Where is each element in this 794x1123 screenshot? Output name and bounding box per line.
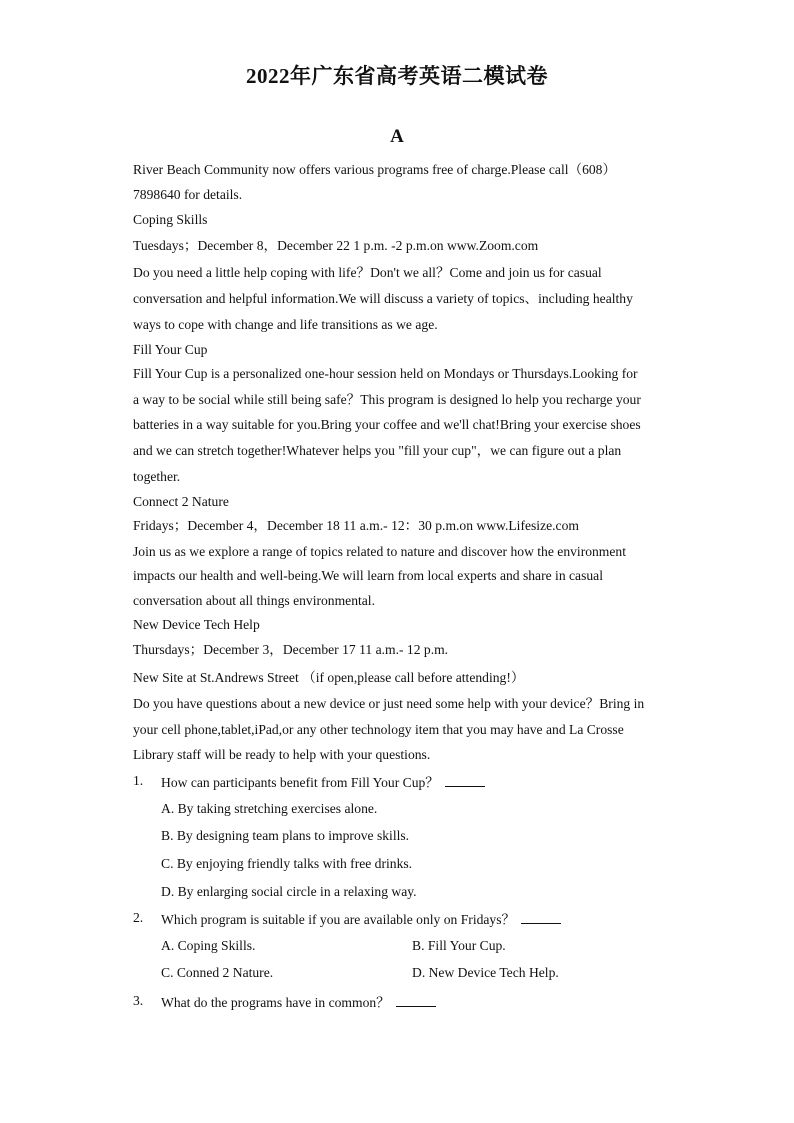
passage-line: ways to cope with change and life transitions as we age.	[133, 317, 438, 332]
question-text: How can participants benefit from Fill Your Cup？	[161, 774, 485, 790]
passage-line: New Site at St.Andrews Street （if open,please call before attending!）	[133, 670, 525, 685]
question-number: 1.	[133, 773, 144, 788]
passage-line: Thursdays；December 3，December 17 11 a.m.- 12 p.m.	[133, 642, 449, 657]
passage-line: impacts our health and well-being.We will learn from local experts and share in casual	[133, 568, 603, 583]
passage-line: your cell phone,tablet,iPad,or any other technology item that you may have and La Crosse	[133, 722, 624, 737]
option-d[interactable]: D. New Device Tech Help.	[412, 965, 559, 980]
question-text: What do the programs have in common？	[161, 994, 436, 1010]
passage-line: Do you have questions about a new device or just need some help with your device？Bring in	[133, 696, 645, 711]
passage-line: 7898640 for details.	[133, 187, 243, 202]
program-heading: New Device Tech Help	[133, 617, 260, 632]
passage-line: Fill Your Cup is a personalized one-hour session held on Mondays or Thursdays.Looking for	[133, 366, 638, 381]
passage-line: and we can stretch together!Whatever helps you "fill your cup"，we can figure out a plan	[133, 443, 622, 458]
document-title: 2022年广东省高考英语二模试卷	[246, 64, 548, 88]
passage-line: Fridays；December 4，December 18 11 a.m.- 12：30 p.m.on www.Lifesize.com	[133, 518, 579, 533]
program-heading: Fill Your Cup	[133, 342, 208, 357]
option-b[interactable]: B. Fill Your Cup.	[412, 938, 506, 953]
answer-blank[interactable]	[396, 994, 436, 1007]
question-number: 3.	[133, 993, 144, 1008]
passage-line: River Beach Community now offers various programs free of charge.Please call（608）	[133, 162, 617, 177]
program-heading: Coping Skills	[133, 212, 208, 227]
answer-blank[interactable]	[521, 911, 561, 924]
answer-blank[interactable]	[445, 774, 485, 787]
passage-line: Library staff will be ready to help with your questions.	[133, 747, 431, 762]
option-a[interactable]: A. Coping Skills.	[161, 938, 256, 953]
option-c[interactable]: C. Conned 2 Nature.	[161, 965, 274, 980]
passage-line: conversation about all things environmental.	[133, 593, 375, 608]
passage-line: batteries in a way suitable for you.Bring your coffee and we'll chat!Bring your exercise shoes	[133, 417, 641, 432]
option-d[interactable]: D. By enlarging social circle in a relaxing way.	[161, 884, 417, 899]
passage-line: conversation and helpful information.We will discuss a variety of topics、including healthy	[133, 291, 633, 306]
section-heading: A	[390, 126, 404, 147]
option-b[interactable]: B. By designing team plans to improve skills.	[161, 828, 410, 843]
passage-line: Do you need a little help coping with life？Don't we all？Come and join us for casual	[133, 265, 602, 280]
option-c[interactable]: C. By enjoying friendly talks with free drinks.	[161, 856, 413, 871]
question-text: Which program is suitable if you are available only on Fridays？	[161, 911, 561, 927]
passage-line: together.	[133, 469, 181, 484]
passage-line: a way to be social while still being safe？This program is designed lo help you recharge your	[133, 392, 641, 407]
option-a[interactable]: A. By taking stretching exercises alone.	[161, 801, 378, 816]
program-heading: Connect 2 Nature	[133, 494, 229, 509]
passage-line: Join us as we explore a range of topics related to nature and discover how the environment	[133, 544, 626, 559]
question-number: 2.	[133, 910, 144, 925]
passage-line: Tuesdays；December 8，December 22 1 p.m. -2 p.m.on www.Zoom.com	[133, 238, 539, 253]
